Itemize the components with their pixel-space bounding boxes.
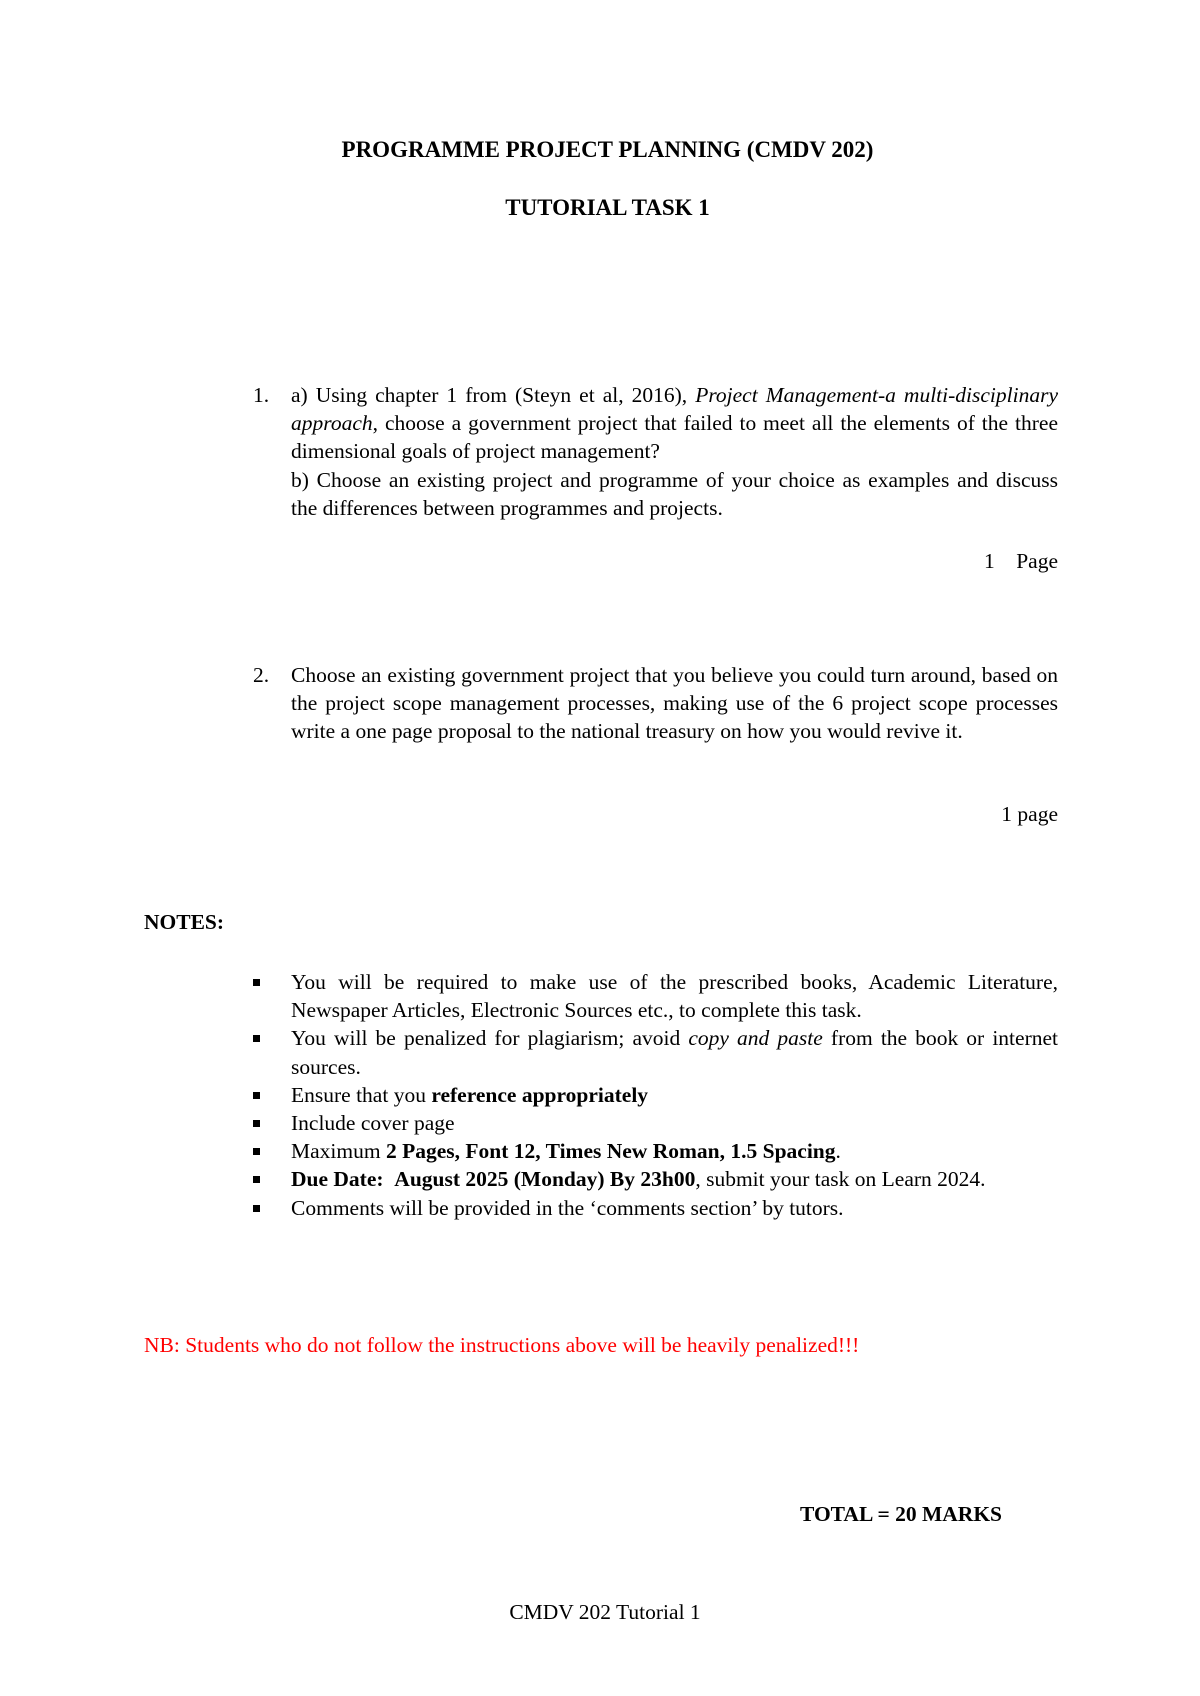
bullet-icon — [253, 1176, 260, 1183]
list-item — [253, 968, 1058, 1024]
question-body — [291, 381, 1058, 522]
note-text: Ensure that you — [291, 1082, 432, 1107]
total-marks: TOTAL = 20 MARKS — [800, 1502, 1003, 1526]
question-text-segment: , choose a government project that failed to meet all the elements of the three dimensional goals of project management? — [291, 411, 1058, 464]
question-1-marks — [984, 549, 1058, 574]
question-2-marks: 1 page — [1001, 802, 1058, 826]
due-date-label: Due Date: — [291, 1167, 384, 1192]
bullet-icon — [253, 1148, 260, 1155]
list-item — [253, 1024, 1058, 1080]
list-item — [253, 1081, 1058, 1109]
note-text: Include cover page — [291, 1111, 455, 1136]
page-footer: CMDV 202 Tutorial 1 — [509, 1600, 701, 1624]
document-subtitle: TUTORIAL TASK 1 — [505, 195, 710, 220]
question-text — [291, 383, 1058, 463]
marks-number: 1 — [983, 549, 995, 573]
book-title: Project Management-a multi-disciplinary approach — [291, 383, 1058, 436]
list-item — [253, 1137, 1058, 1165]
bullet-icon — [253, 1120, 260, 1127]
note-emphasis: copy and paste — [688, 1026, 823, 1051]
due-date-value: August 2025 (Monday) By 23h00 — [394, 1167, 696, 1192]
note-text: , submit your task on Learn 2024. — [695, 1167, 986, 1192]
note-emphasis: reference appropriately — [431, 1082, 649, 1107]
document-title: PROGRAMME PROJECT PLANNING (CMDV 202) — [341, 137, 874, 162]
note-text: . — [835, 1139, 841, 1164]
bullet-icon — [253, 1092, 260, 1099]
bullet-icon — [253, 1035, 260, 1042]
list-item — [253, 1194, 1058, 1222]
bullet-icon — [253, 979, 260, 986]
note-emphasis: 2 Pages, Font 12, Times New Roman, 1.5 Spacing — [385, 1139, 836, 1164]
list-item — [253, 1165, 1058, 1193]
list-item — [253, 1109, 1058, 1137]
note-text: from the book or internet sources. — [291, 1026, 1058, 1079]
question-number: 1. — [253, 383, 270, 407]
question-number: 2. — [253, 663, 270, 687]
nb-warning: NB: Students who do not follow the instructions above will be heavily penalized!!! — [144, 1333, 860, 1357]
note-text: Comments will be provided in the ‘comments section’ by tutors. — [291, 1195, 844, 1220]
marks-unit: Page — [1016, 549, 1058, 573]
question-text: Choose an existing government project that you believe you could turn around, based on the project scope management processes, making use of the 6 project scope processes write a one page proposal to the national treasury on how you would revive it. — [291, 663, 1058, 744]
notes-list — [253, 968, 1058, 1222]
note-text: Maximum — [291, 1139, 386, 1164]
question-part-b: b) Choose an existing project and programme of your choice as examples and discuss the differences between programmes and projects. — [291, 467, 1058, 520]
note-text: You will be required to make use of the prescribed books, Academic Literature, Newspaper Articles, Electronic Sources etc., to complete this task. — [291, 970, 1058, 1023]
notes-heading: NOTES: — [144, 910, 225, 934]
note-text: You will be penalized for plagiarism; avoid — [291, 1026, 689, 1051]
question-text-segment: a) Using chapter 1 from (Steyn et al, 2016), — [291, 383, 696, 407]
bullet-icon — [253, 1205, 260, 1212]
